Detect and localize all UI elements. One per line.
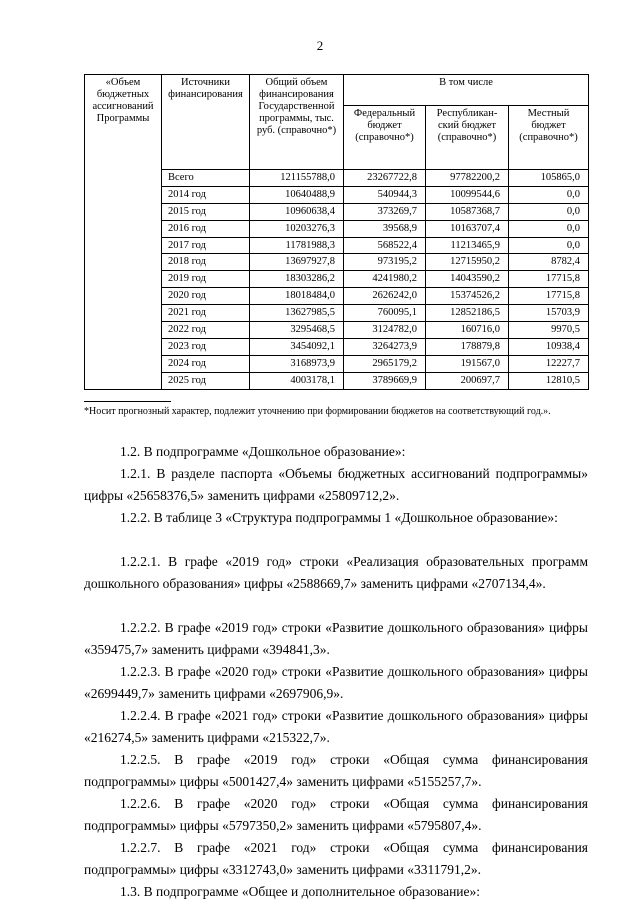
cell-total: 13697927,8 <box>250 254 344 271</box>
cell-republic: 11213465,9 <box>426 237 509 254</box>
row-label: 2021 год <box>162 305 250 322</box>
row-label: 2022 год <box>162 322 250 339</box>
cell-republic: 14043590,2 <box>426 271 509 288</box>
row-label: 2025 год <box>162 372 250 389</box>
cell-local: 12227,7 <box>509 355 589 372</box>
cell-local: 0,0 <box>509 237 589 254</box>
cell-republic: 10099544,6 <box>426 186 509 203</box>
row-label: 2014 год <box>162 186 250 203</box>
paragraph-1-3: 1.3. В подпрограмме «Общее и дополнительное образование»: <box>120 884 481 899</box>
footnote: *Носит прогнозный характер, подлежит уточнению при формировании бюджетов на соответствующий год.». <box>84 406 551 417</box>
cell-republic: 97782200,2 <box>426 170 509 187</box>
cell-republic: 12852186,5 <box>426 305 509 322</box>
paragraph-1-2-2-3: 1.2.2.3. В графе «2020 год» строки «Развитие дошкольного образования» цифры «2699449,7» заменить цифрами «2697906,9». <box>84 664 588 701</box>
paragraph-1-2-2: 1.2.2. В таблице 3 «Структура подпрограммы 1 «Дошкольное образование»: <box>120 510 558 525</box>
paragraph-1-2-2-7: 1.2.2.7. В графе «2021 год» строки «Общая сумма финансирования подпрограммы» цифры «3312743,0» заменить цифрами «3311791,2». <box>84 840 588 877</box>
cell-republic: 12715950,2 <box>426 254 509 271</box>
cell-local: 0,0 <box>509 220 589 237</box>
cell-federal: 540944,3 <box>344 186 426 203</box>
cell-republic: 10587368,7 <box>426 203 509 220</box>
cell-total: 11781988,3 <box>250 237 344 254</box>
cell-local: 17715,8 <box>509 288 589 305</box>
cell-local: 8782,4 <box>509 254 589 271</box>
table-row <box>85 170 589 187</box>
cell-federal: 3124782,0 <box>344 322 426 339</box>
cell-local: 0,0 <box>509 203 589 220</box>
table-side-cell <box>85 170 162 390</box>
header-total-volume: Общий объем финансирования Государственной программы, тыс. руб. (справочно*) <box>250 75 344 170</box>
cell-local: 10938,4 <box>509 338 589 355</box>
cell-total: 13627985,5 <box>250 305 344 322</box>
header-republic: Республиканский бюджет (справочно*) <box>426 106 509 170</box>
cell-federal: 2626242,0 <box>344 288 426 305</box>
cell-local: 0,0 <box>509 186 589 203</box>
cell-federal: 973195,2 <box>344 254 426 271</box>
cell-republic: 178879,8 <box>426 338 509 355</box>
cell-federal: 373269,7 <box>344 203 426 220</box>
paragraph-1-2-2-1: 1.2.2.1. В графе «2019 год» строки «Реализация образовательных программ дошкольного образования» цифры «2588669,7» заменить цифрами «2707134,4». <box>84 554 588 591</box>
cell-federal: 3789669,9 <box>344 372 426 389</box>
table-header-row-1 <box>85 75 589 106</box>
cell-federal: 568522,4 <box>344 237 426 254</box>
paragraph-1-2-2-4: 1.2.2.4. В графе «2021 год» строки «Развитие дошкольного образования» цифры «216274,5» заменить цифрами «215322,7». <box>84 708 588 745</box>
row-label: 2019 год <box>162 271 250 288</box>
cell-total: 10203276,3 <box>250 220 344 237</box>
cell-total: 121155788,0 <box>250 170 344 187</box>
cell-federal: 4241980,2 <box>344 271 426 288</box>
cell-total: 18303286,2 <box>250 271 344 288</box>
cell-republic: 191567,0 <box>426 355 509 372</box>
header-including: В том числе <box>344 75 589 106</box>
row-label: Всего <box>162 170 250 187</box>
cell-total: 10960638,4 <box>250 203 344 220</box>
cell-republic: 200697,7 <box>426 372 509 389</box>
paragraph-1-2-1: 1.2.1. В разделе паспорта «Объемы бюджетных ассигнований подпрограммы» цифры «25658376,5» заменить цифрами «25809712,2». <box>84 466 588 503</box>
cell-total: 3454092,1 <box>250 338 344 355</box>
row-label: 2023 год <box>162 338 250 355</box>
header-federal: Федеральный бюджет (справочно*) <box>344 106 426 170</box>
row-label: 2020 год <box>162 288 250 305</box>
header-funding-sources: Источники финансирования <box>162 75 250 170</box>
paragraph-1-2-2-5: 1.2.2.5. В графе «2019 год» строки «Общая сумма финансирования подпрограммы» цифры «5001427,4» заменить цифрами «5155257,7». <box>84 752 588 789</box>
cell-local: 17715,8 <box>509 271 589 288</box>
row-label: 2024 год <box>162 355 250 372</box>
cell-republic: 15374526,2 <box>426 288 509 305</box>
paragraph-1-2-2-2: 1.2.2.2. В графе «2019 год» строки «Развитие дошкольного образования» цифры «359475,7» заменить цифрами «394841,3». <box>84 620 588 657</box>
cell-republic: 10163707,4 <box>426 220 509 237</box>
header-budget-volume: «Объем бюджетных ассигнований Программы <box>85 75 162 170</box>
cell-federal: 39568,9 <box>344 220 426 237</box>
row-label: 2017 год <box>162 237 250 254</box>
cell-local: 9970,5 <box>509 322 589 339</box>
row-label: 2016 год <box>162 220 250 237</box>
cell-republic: 160716,0 <box>426 322 509 339</box>
cell-total: 3295468,5 <box>250 322 344 339</box>
row-label: 2015 год <box>162 203 250 220</box>
cell-total: 4003178,1 <box>250 372 344 389</box>
paragraph-1-2: 1.2. В подпрограмме «Дошкольное образование»: <box>120 444 406 459</box>
cell-local: 105865,0 <box>509 170 589 187</box>
cell-local: 12810,5 <box>509 372 589 389</box>
paragraph-1-2-2-6: 1.2.2.6. В графе «2020 год» строки «Общая сумма финансирования подпрограммы» цифры «5797350,2» заменить цифрами «5795807,4». <box>84 796 588 833</box>
cell-local: 15703,9 <box>509 305 589 322</box>
cell-federal: 2965179,2 <box>344 355 426 372</box>
cell-federal: 760095,1 <box>344 305 426 322</box>
cell-total: 3168973,9 <box>250 355 344 372</box>
header-local: Местный бюджет (справочно*) <box>509 106 589 170</box>
budget-table <box>84 74 589 390</box>
cell-federal: 23267722,8 <box>344 170 426 187</box>
row-label: 2018 год <box>162 254 250 271</box>
footnote-rule <box>84 401 171 402</box>
cell-total: 18018484,0 <box>250 288 344 305</box>
page-number: 2 <box>316 38 324 53</box>
cell-federal: 3264273,9 <box>344 338 426 355</box>
cell-total: 10640488,9 <box>250 186 344 203</box>
